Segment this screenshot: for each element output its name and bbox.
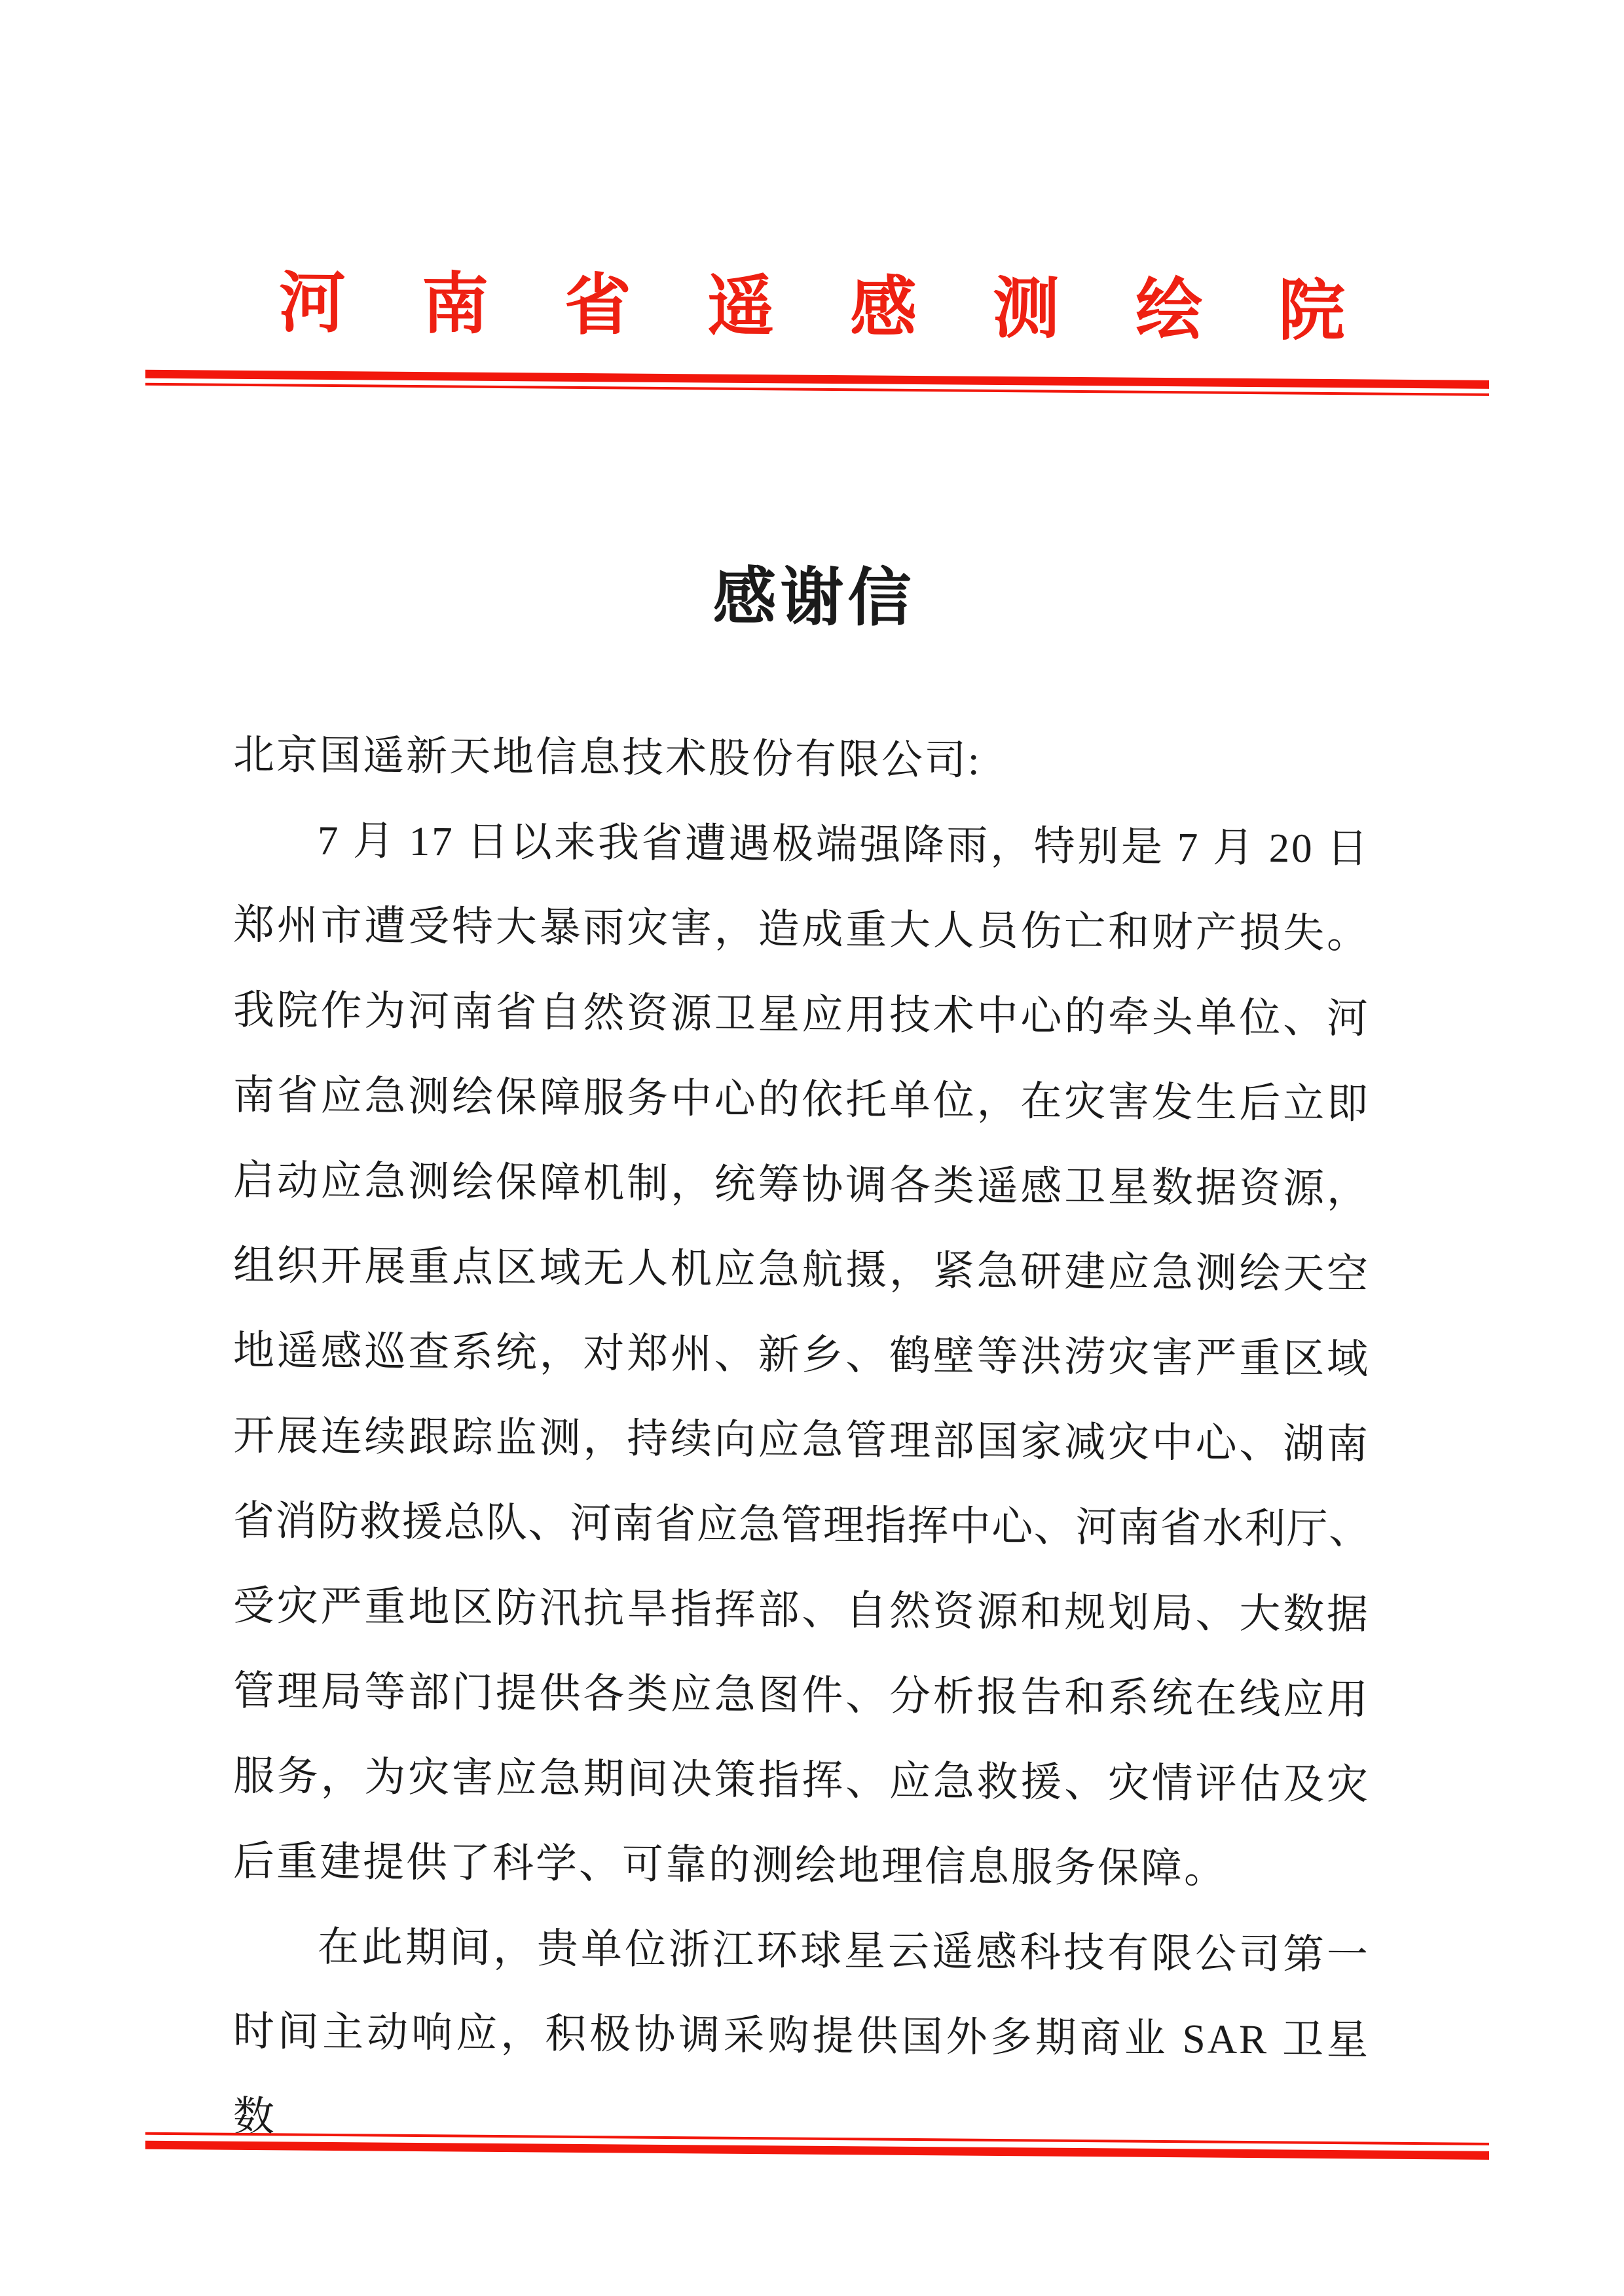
body-line: 后重建提供了科学、可靠的测绘地理信息服务保障。 (233, 1838, 1227, 1892)
body-line: 南省应急测绘保障服务中心的依托单位，在灾害发生后立即 (233, 1072, 1370, 1127)
body-line: 服务，为灾害应急期间决策指挥、应急救援、灾情评估及灾 (233, 1753, 1370, 1808)
body-line: 组织开展重点区域无人机应急航摄，紧急研建应急测绘天空 (233, 1242, 1370, 1298)
body-line: 时间主动响应，积极协调采购提供国外多期商业 SAR 卫星数 (233, 2008, 1370, 2140)
body-line: 在此期间，贵单位浙江环球星云遥感科技有限公司第一 (318, 1923, 1370, 1978)
body-line: 我院作为河南省自然资源卫星应用技术中心的牵头单位、河 (233, 987, 1370, 1042)
body-line: 省消防救援总队、河南省应急管理指挥中心、河南省水利厅、 (233, 1497, 1370, 1553)
body-line: 管理局等部门提供各类应急图件、分析报告和系统在线应用 (233, 1667, 1370, 1723)
body-line: 郑州市遭受特大暴雨灾害，造成重大人员伤亡和财产损失。 (233, 902, 1370, 957)
letterhead-org-name: 河南省遥感测绘院 (279, 266, 1421, 350)
letter-body (233, 712, 1370, 2140)
body-line: 受灾严重地区防汛抗旱指挥部、自然资源和规划局、大数据 (233, 1582, 1370, 1638)
body-line: 启动应急测绘保障机制，统筹协调各类遥感卫星数据资源， (233, 1157, 1370, 1212)
letter-title: 感谢信 (712, 562, 915, 634)
salutation-line: 北京国遥新天地信息技术股份有限公司: (233, 731, 982, 784)
body-line: 7 月 17 日以来我省遭遇极端强降雨，特别是 7 月 20 日 (318, 817, 1370, 872)
body-line: 地遥感巡查系统，对郑州、新乡、鹤壁等洪涝灾害严重区域 (233, 1327, 1370, 1383)
body-line: 开展连续跟踪监测，持续向应急管理部国家减灾中心、湖南 (233, 1412, 1370, 1468)
